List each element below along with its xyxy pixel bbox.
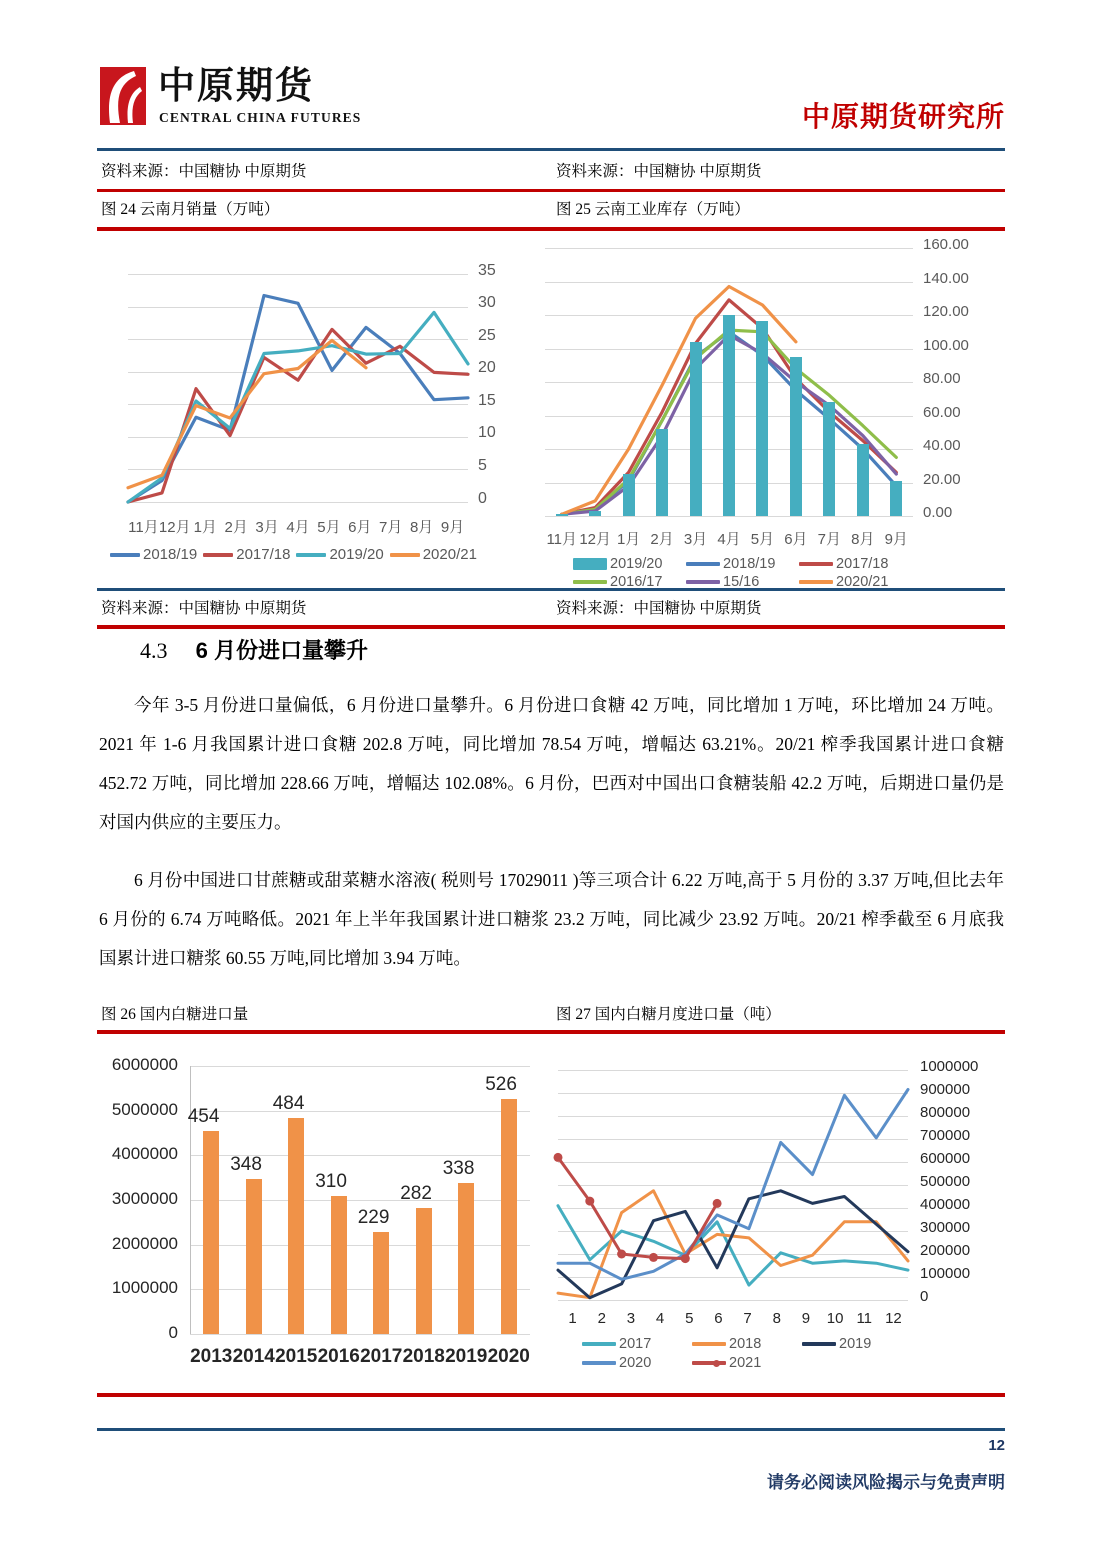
legend-label: 2020/21 bbox=[836, 574, 889, 590]
legend-item-2017[interactable] bbox=[582, 1336, 692, 1352]
bar-value-label-2016: 310 bbox=[315, 1170, 347, 1192]
legend-swatch-icon bbox=[802, 1342, 836, 1346]
legend-swatch-icon bbox=[692, 1361, 726, 1365]
divider-red-4 bbox=[97, 1030, 1005, 1034]
legend-marker-icon bbox=[713, 1360, 720, 1367]
bar-8月 bbox=[857, 444, 869, 516]
bar-value-label-2015: 484 bbox=[272, 1092, 305, 1114]
x-axis-tick-label: 9月 bbox=[440, 519, 465, 536]
company-logo bbox=[100, 65, 362, 137]
series-marker-2021 bbox=[617, 1250, 626, 1259]
legend-label: 2019 bbox=[839, 1336, 872, 1352]
x-axis-tick-label: 10 bbox=[826, 1310, 844, 1327]
series-marker-2021 bbox=[713, 1199, 722, 1208]
y-axis-tick-label: 4000000 bbox=[111, 1144, 178, 1164]
x-axis-tick-label: 2019 bbox=[445, 1346, 488, 1367]
logo-mark-icon bbox=[100, 67, 148, 127]
x-axis-tick-label: 2018 bbox=[402, 1346, 445, 1367]
gridline bbox=[190, 1066, 530, 1067]
legend-label: 2020 bbox=[619, 1355, 652, 1371]
caption-row-1 bbox=[97, 193, 1005, 227]
gridline bbox=[190, 1200, 530, 1201]
y-axis-tick-label: 0.00 bbox=[923, 504, 953, 522]
divider-red-5 bbox=[97, 1393, 1005, 1397]
bar-value-label-2019: 338 bbox=[442, 1158, 475, 1180]
x-axis-tick-label: 7月 bbox=[379, 519, 403, 536]
gridline bbox=[190, 1111, 530, 1112]
legend-item-2018-19[interactable] bbox=[110, 546, 197, 563]
x-axis-tick-label: 6 bbox=[714, 1310, 723, 1327]
bar-12月 bbox=[589, 511, 601, 516]
source-row-top bbox=[97, 155, 1005, 189]
x-axis-tick-label: 3 bbox=[626, 1310, 636, 1327]
y-axis-tick-label: 500000 bbox=[920, 1173, 971, 1191]
x-axis-tick-label: 3月 bbox=[255, 519, 279, 536]
legend-swatch-icon bbox=[692, 1342, 726, 1346]
legend-swatch-icon bbox=[203, 553, 233, 557]
figure-26-chart bbox=[100, 1036, 555, 1381]
legend-swatch-icon bbox=[573, 558, 607, 570]
y-axis-tick-label: 140.00 bbox=[923, 269, 969, 287]
bar-3月 bbox=[690, 342, 702, 516]
x-axis-tick-label: 5 bbox=[685, 1310, 694, 1327]
legend-item-2018-19[interactable] bbox=[686, 556, 799, 572]
series-marker-2021 bbox=[554, 1153, 563, 1162]
section-number: 4.3 bbox=[140, 638, 168, 663]
x-axis-tick-label: 12 bbox=[885, 1310, 902, 1327]
bar-5月 bbox=[756, 321, 768, 516]
x-axis-tick-label: 1月 bbox=[193, 519, 217, 536]
legend-item-2020[interactable] bbox=[582, 1355, 692, 1371]
bar-2018 bbox=[416, 1208, 432, 1334]
x-axis-tick-label: 7月 bbox=[817, 531, 842, 548]
x-axis-tick-label: 5月 bbox=[750, 531, 775, 548]
bar-9月 bbox=[890, 481, 902, 516]
section-heading bbox=[140, 634, 368, 665]
y-axis-tick-label: 160.00 bbox=[923, 236, 969, 254]
bar-2017 bbox=[373, 1232, 389, 1334]
bar-2020 bbox=[501, 1099, 517, 1334]
series-line-2017-18 bbox=[128, 329, 468, 502]
bar-11月 bbox=[556, 514, 568, 516]
bar-6月 bbox=[790, 357, 802, 516]
series-marker-2021 bbox=[585, 1197, 594, 1206]
legend-item-2021[interactable] bbox=[692, 1355, 802, 1371]
x-axis-tick-label: 2015 bbox=[275, 1346, 318, 1367]
y-axis-tick-label: 900000 bbox=[920, 1081, 971, 1099]
figure-25-chart bbox=[533, 228, 1005, 590]
legend-label: 2018/19 bbox=[723, 556, 776, 572]
y-axis-tick-label: 5000000 bbox=[111, 1099, 178, 1119]
bar-value-label-2020: 526 bbox=[485, 1074, 517, 1096]
y-axis-tick-label: 100.00 bbox=[923, 336, 969, 354]
bar-7月 bbox=[823, 402, 835, 516]
y-axis-tick-label: 1000000 bbox=[111, 1278, 178, 1298]
source-text-left-mid: 资料来源：中国糖协 中原期货 bbox=[101, 600, 307, 617]
legend-item-2017-18[interactable] bbox=[799, 556, 912, 572]
legend-label: 2017 bbox=[619, 1336, 652, 1352]
y-axis-tick-label: 35 bbox=[478, 261, 496, 279]
legend-label: 2018 bbox=[729, 1336, 762, 1352]
legend-label: 2016/17 bbox=[610, 574, 663, 590]
legend-label: 2017/18 bbox=[236, 546, 291, 563]
x-axis-tick-label: 4 bbox=[655, 1310, 665, 1327]
y-axis-tick-label: 1000000 bbox=[920, 1058, 979, 1076]
bar-2016 bbox=[331, 1196, 347, 1334]
y-axis-tick-label: 6000000 bbox=[111, 1055, 178, 1074]
source-row-mid bbox=[97, 592, 1005, 626]
figure-25-caption: 图 25 云南工业库存（万吨） bbox=[556, 201, 750, 218]
divider-red-3 bbox=[97, 625, 1005, 629]
source-text-right-mid: 资料来源：中国糖协 中原期货 bbox=[556, 600, 762, 617]
x-axis-tick-label: 2 bbox=[597, 1310, 606, 1327]
chart-legend bbox=[110, 546, 510, 563]
legend-label: 2019/20 bbox=[329, 546, 384, 563]
x-axis-tick-label: 4月 bbox=[717, 531, 741, 548]
logo-chinese-text: 中原期货 bbox=[158, 66, 314, 107]
y-axis-tick-label: 100000 bbox=[920, 1265, 971, 1283]
series-marker-2021 bbox=[681, 1254, 690, 1263]
figure-27-caption: 图 27 国内白糖月度进口量（吨） bbox=[556, 1006, 781, 1023]
bar-2015 bbox=[288, 1118, 304, 1334]
x-axis-tick-label: 9月 bbox=[884, 531, 908, 548]
x-axis-tick-label: 11月 bbox=[546, 531, 578, 548]
paragraph-1: 今年 3-5 月份进口量偏低，6 月份进口量攀升。6 月份进口食糖 42 万吨，同比增加 1 万吨，环比增加 24 万吨。2021 年 1-6 月我国累计进口食糖 202.8 万吨，同比增加 78.54 万吨，增幅达 63.21%。20/21 榨季我国累计进口食糖 452.72 万吨，同比增加 228.66 万吨，增幅达 102.08%。6 月份，巴西对中国出口食糖装船 42.2 万吨，后期进口量仍是对国内供应的主要压力。 bbox=[99, 695, 1004, 832]
x-axis-tick-label: 6月 bbox=[348, 519, 372, 536]
figure-26-caption: 图 26 国内白糖进口量 bbox=[101, 1006, 249, 1023]
figure-24-caption: 图 24 云南月销量（万吨） bbox=[101, 201, 280, 218]
y-axis-tick-label: 700000 bbox=[920, 1127, 971, 1145]
x-axis-tick-label: 2月 bbox=[650, 531, 674, 548]
legend-swatch-icon bbox=[686, 580, 720, 584]
x-axis-tick-label: 8月 bbox=[409, 519, 434, 536]
legend-label: 2021 bbox=[729, 1355, 762, 1371]
x-axis-tick-label: 2020 bbox=[487, 1346, 530, 1367]
x-axis-tick-label: 1 bbox=[568, 1310, 577, 1327]
x-axis-tick-label: 9 bbox=[801, 1310, 811, 1327]
page-header bbox=[97, 60, 1005, 145]
legend-label: 2019/20 bbox=[610, 556, 663, 572]
source-text-left-top: 资料来源：中国糖协 中原期货 bbox=[101, 163, 307, 180]
x-axis-tick-label: 11月 bbox=[128, 519, 159, 536]
y-axis-tick-label: 30 bbox=[478, 294, 496, 312]
legend-label: 15/16 bbox=[723, 574, 760, 590]
y-axis-tick-label: 400000 bbox=[920, 1196, 971, 1214]
legend-swatch-icon bbox=[582, 1342, 616, 1346]
x-axis-tick-label: 2月 bbox=[224, 519, 248, 536]
legend-swatch-icon bbox=[686, 562, 720, 566]
x-axis-tick-label: 4月 bbox=[286, 519, 310, 536]
divider-blue-2 bbox=[97, 588, 1005, 591]
y-axis-tick-label: 40.00 bbox=[923, 437, 961, 455]
y-axis-tick-label: 0 bbox=[920, 1288, 929, 1306]
x-axis-tick-label: 12月 bbox=[158, 519, 191, 536]
legend-label: 2018/19 bbox=[143, 546, 198, 563]
fig27-plot-area bbox=[550, 1036, 1005, 1381]
x-axis-tick-label: 2014 bbox=[232, 1346, 275, 1367]
legend-item-2019[interactable] bbox=[802, 1336, 912, 1352]
y-axis-tick-label: 2000000 bbox=[111, 1233, 178, 1253]
source-text-right-top: 资料来源：中国糖协 中原期货 bbox=[556, 163, 762, 180]
x-axis-tick-label: 2016 bbox=[317, 1346, 360, 1367]
bar-2014 bbox=[246, 1179, 262, 1334]
x-axis-tick-label: 3月 bbox=[683, 531, 708, 548]
bar-1月 bbox=[623, 474, 635, 516]
x-axis-tick-label: 7 bbox=[743, 1310, 752, 1327]
x-axis-tick-label: 2013 bbox=[190, 1346, 233, 1367]
bar-2013 bbox=[203, 1131, 219, 1334]
y-axis-tick-label: 3000000 bbox=[111, 1189, 178, 1208]
x-axis-tick-label: 8月 bbox=[851, 531, 875, 548]
legend-item-2018[interactable] bbox=[692, 1336, 802, 1352]
x-axis-tick-label: 11 bbox=[856, 1310, 873, 1327]
caption-row-2 bbox=[97, 998, 1005, 1032]
y-axis-tick-label: 800000 bbox=[920, 1104, 971, 1122]
disclaimer-text: 请务必阅读风险揭示与免责声明 bbox=[767, 1473, 1005, 1492]
bar-2月 bbox=[656, 429, 668, 516]
gridline bbox=[190, 1334, 530, 1335]
footer-divider-blue bbox=[97, 1428, 1005, 1431]
x-axis-tick-label: 1月 bbox=[616, 531, 641, 548]
x-axis-tick-label: 8 bbox=[772, 1310, 781, 1327]
y-axis-tick-label: 200000 bbox=[920, 1242, 971, 1260]
series-line-2018-19 bbox=[128, 296, 468, 503]
legend-label: 2020/21 bbox=[422, 546, 477, 563]
legend-item-2019-20[interactable] bbox=[573, 556, 686, 572]
legend-swatch-icon bbox=[573, 580, 607, 584]
chart-legend bbox=[582, 1336, 912, 1371]
y-axis-tick-label: 600000 bbox=[920, 1150, 971, 1168]
chart-legend bbox=[573, 556, 913, 590]
bar-value-label-2014: 348 bbox=[230, 1153, 262, 1175]
legend-item-2017-18[interactable] bbox=[203, 546, 290, 563]
divider-red-1 bbox=[97, 189, 1005, 192]
legend-swatch-icon bbox=[799, 580, 833, 584]
gridline bbox=[190, 1245, 530, 1246]
legend-swatch-icon bbox=[582, 1361, 616, 1365]
figure-24-chart bbox=[100, 236, 540, 576]
x-axis-tick-label: 5月 bbox=[317, 519, 341, 536]
bar-4月 bbox=[723, 315, 735, 516]
series-line-2019-20 bbox=[128, 312, 468, 502]
y-axis-tick-label: 5 bbox=[478, 456, 487, 474]
y-axis-tick-label: 120.00 bbox=[923, 303, 969, 321]
gridline bbox=[190, 1289, 530, 1290]
section-title: 6 月份进口量攀升 bbox=[195, 638, 368, 663]
bar-value-label-2018: 282 bbox=[400, 1183, 432, 1205]
x-axis-tick-label: 12月 bbox=[579, 531, 612, 548]
bar-value-label-2013: 454 bbox=[187, 1106, 220, 1128]
legend-swatch-icon bbox=[296, 553, 326, 557]
series-marker-2021 bbox=[649, 1253, 658, 1262]
y-axis-tick-label: 0 bbox=[168, 1323, 178, 1342]
paragraph-2: 6 月份中国进口甘蔗糖或甜菜糖水溶液( 税则号 17029011 )等三项合计 6.22 万吨,高于 5 月份的 3.37 万吨,但比去年 6 月份的 6.74 万吨略低。2021 年上半年我国累计进口糖浆 23.2 万吨，同比减少 23.92 万吨。20/21 榨季截至 6 月底我国累计进口糖浆 60.55 万吨,同比增加 3.94 万吨。 bbox=[99, 870, 1004, 968]
bar-2019 bbox=[458, 1183, 474, 1334]
y-axis-tick-label: 20 bbox=[478, 359, 496, 377]
x-axis-tick-label: 2017 bbox=[360, 1346, 403, 1367]
x-axis-tick-label: 6月 bbox=[784, 531, 808, 548]
legend-label: 2017/18 bbox=[836, 556, 889, 572]
legend-item-2019-20[interactable] bbox=[296, 546, 383, 563]
legend-item-2020-21[interactable] bbox=[390, 546, 477, 563]
bar-value-label-2017: 229 bbox=[357, 1206, 390, 1228]
y-axis-tick-label: 80.00 bbox=[923, 370, 961, 388]
organization-title: 中原期货研究所 bbox=[801, 102, 1005, 133]
figure-27-chart bbox=[550, 1036, 1005, 1381]
logo-english-text: CENTRAL CHINA FUTURES bbox=[159, 110, 362, 125]
y-axis-tick-label: 60.00 bbox=[923, 403, 961, 421]
y-axis-tick-label: 0 bbox=[478, 489, 487, 507]
y-axis-tick-label: 15 bbox=[478, 391, 496, 409]
y-axis-tick-label: 25 bbox=[478, 326, 496, 344]
legend-swatch-icon bbox=[799, 562, 833, 566]
y-axis-tick-label: 10 bbox=[478, 424, 496, 442]
header-divider-blue bbox=[97, 148, 1005, 151]
page-number: 12 bbox=[988, 1437, 1005, 1454]
y-axis-tick-label: 20.00 bbox=[923, 470, 961, 488]
legend-swatch-icon bbox=[110, 553, 140, 557]
y-axis-tick-label: 300000 bbox=[920, 1219, 971, 1237]
legend-swatch-icon bbox=[390, 553, 420, 557]
